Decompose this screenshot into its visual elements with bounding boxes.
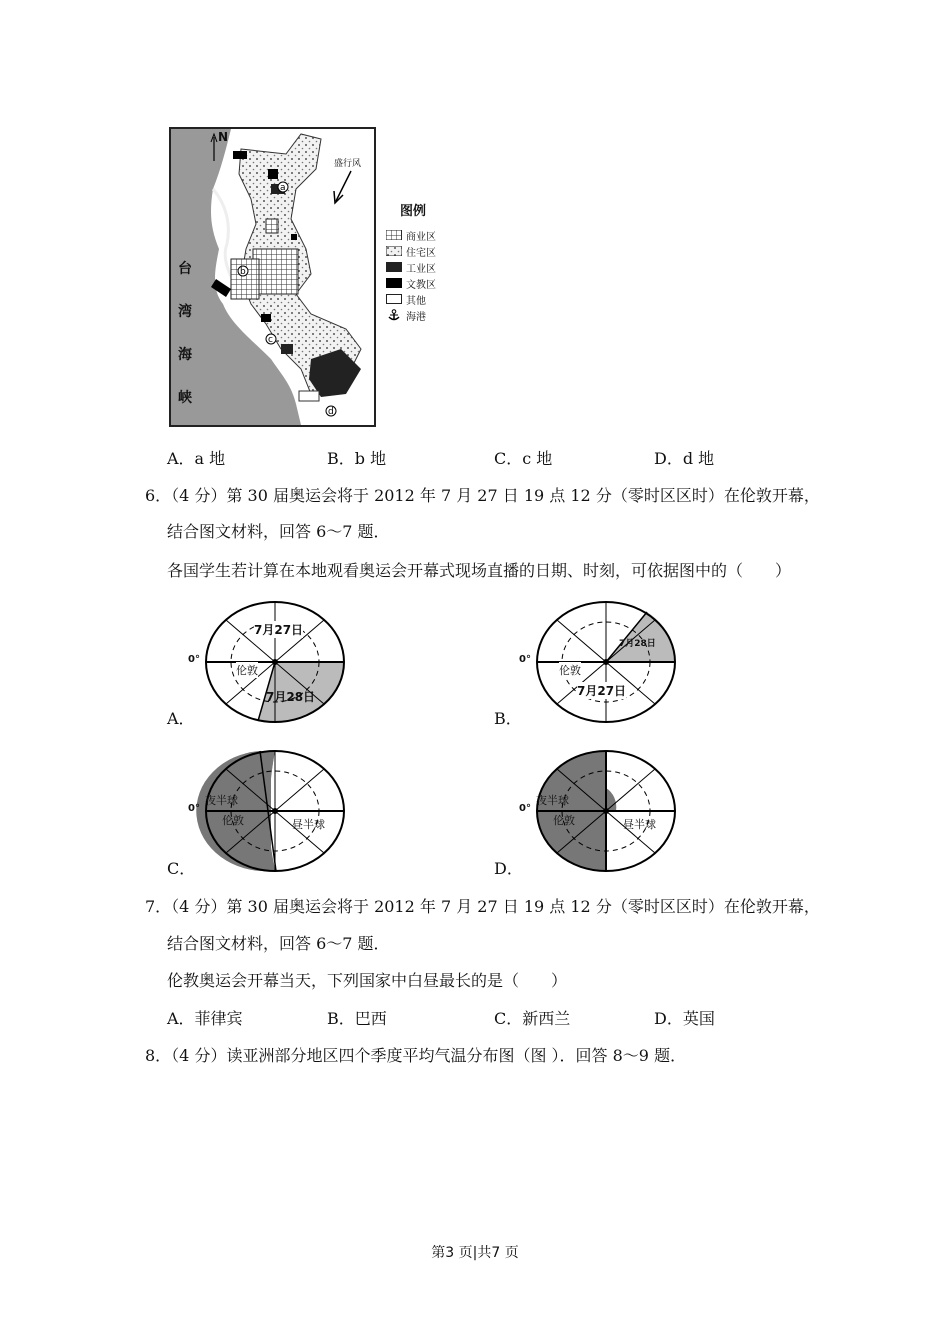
diagram-c-graphic	[196, 748, 348, 874]
q6-question: 各国学生若计算在本地观看奥运会开幕式现场直播的日期、时刻，可依据图中的（ ）	[167, 561, 792, 580]
q6-option-d[interactable]: D．	[494, 859, 523, 878]
london-label: 伦敦	[559, 664, 581, 677]
q5-option-b[interactable]: B．b 地	[327, 449, 387, 468]
q6-option-a[interactable]: A．	[167, 709, 195, 728]
diagram-d-graphic	[527, 748, 679, 874]
q7-stem-line1: 7．（4 分）第 30 届奥运会将于 2012 年 7 月 27 日 19 点 12 分（零时区区时）在伦敦开幕，	[145, 897, 820, 916]
svg-text:d: d	[328, 407, 334, 417]
north-label: N	[218, 130, 229, 144]
svg-text:b: b	[240, 267, 246, 277]
map-legend	[386, 200, 436, 323]
dark-swatch-icon	[386, 262, 402, 272]
zero-meridian-label: 0°	[188, 803, 200, 814]
legend-item	[386, 259, 436, 275]
strait-char: 峡	[178, 390, 192, 406]
legend-label: 其他	[406, 295, 426, 307]
q5-option-a[interactable]: A．a 地	[167, 449, 226, 468]
zero-meridian-label: 0°	[519, 803, 531, 814]
legend-label: 工业区	[406, 263, 436, 275]
legend-label: 商业区	[406, 231, 436, 243]
q7-option-c[interactable]: C．新西兰	[494, 1009, 571, 1028]
zero-meridian-label: 0°	[519, 654, 531, 665]
legend-label: 海港	[406, 311, 426, 323]
svg-text:a: a	[280, 183, 286, 193]
night-hemisphere-label: 夜半球	[205, 794, 238, 807]
dots-swatch-icon	[386, 246, 402, 256]
page-footer: 第3 页|共7 页	[431, 1245, 519, 1261]
date-label: 7月27日	[254, 623, 304, 637]
legend-item	[386, 227, 436, 243]
q5-option-d[interactable]: D．d 地	[654, 449, 715, 468]
diagram-d	[519, 748, 679, 874]
q6-stem-line1: 6．（4 分）第 30 届奥运会将于 2012 年 7 月 27 日 19 点 12 分（零时区区时）在伦敦开幕，	[145, 486, 820, 505]
grid-swatch-icon	[386, 230, 402, 240]
diagram-b-graphic	[527, 598, 679, 726]
legend-item	[386, 275, 436, 291]
q6-stem-line2: 结合图文材料，回答 6～7 题．	[167, 522, 390, 541]
london-label: 伦敦	[553, 814, 575, 827]
day-hemisphere-label: 昼半球	[623, 818, 656, 831]
wind-label: 盛行风	[334, 159, 362, 169]
white-swatch-icon	[386, 294, 402, 304]
strait-char: 台	[178, 261, 192, 277]
q8-stem: 8．（4 分）读亚洲部分地区四个季度平均气温分布图（图 ）．回答 8～9 题．	[145, 1046, 687, 1065]
diagram-b	[519, 598, 679, 726]
london-label: 伦敦	[222, 814, 244, 827]
zero-meridian-label: 0°	[188, 654, 200, 665]
diagram-c	[188, 748, 348, 874]
q6-option-c[interactable]: C．	[167, 859, 196, 878]
map-drawing	[171, 129, 374, 425]
q7-option-a[interactable]: A．菲律宾	[167, 1009, 243, 1028]
diagram-a-graphic	[196, 598, 348, 726]
legend-item	[386, 307, 436, 323]
date-label: 7月28日	[619, 639, 656, 649]
legend-label: 文教区	[406, 279, 436, 291]
black-swatch-icon	[386, 278, 402, 288]
day-hemisphere-label: 昼半球	[292, 818, 325, 831]
legend-item	[386, 243, 436, 259]
legend-label: 住宅区	[406, 247, 436, 259]
strait-char: 海	[178, 347, 192, 363]
legend-item	[386, 291, 436, 307]
london-label: 伦敦	[236, 664, 258, 677]
q7-stem-line2: 结合图文材料，回答 6～7 题．	[167, 934, 390, 953]
night-hemisphere-label: 夜半球	[536, 794, 569, 807]
q6-option-b[interactable]: B．	[494, 709, 522, 728]
svg-text:c: c	[268, 335, 273, 345]
city-land-use-map	[169, 127, 376, 427]
q5-option-c[interactable]: C．c 地	[494, 449, 553, 468]
q7-option-b[interactable]: B．巴西	[327, 1009, 387, 1028]
anchor-icon	[386, 309, 402, 321]
legend-title: 图例	[400, 204, 427, 219]
date-label: 7月27日	[577, 684, 627, 698]
date-label: 7月28日	[266, 690, 316, 704]
q7-question: 伦教奥运会开幕当天，下列国家中白昼最长的是（ ）	[167, 971, 568, 990]
strait-label	[178, 258, 192, 430]
diagram-a	[188, 598, 348, 726]
strait-char: 湾	[178, 304, 192, 320]
q7-option-d[interactable]: D．英国	[654, 1009, 715, 1028]
